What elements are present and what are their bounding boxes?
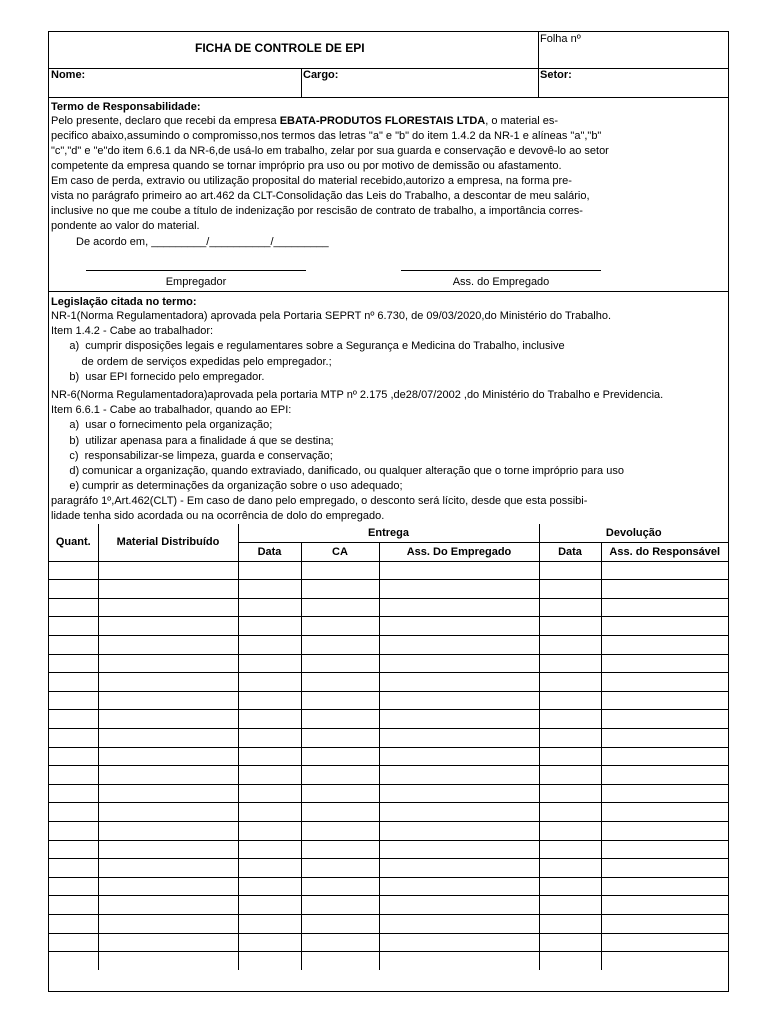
table-cell[interactable] <box>98 933 238 952</box>
table-cell[interactable] <box>238 710 301 729</box>
table-cell[interactable] <box>601 784 728 803</box>
table-cell[interactable] <box>49 766 98 785</box>
table-cell[interactable] <box>379 784 539 803</box>
table-cell[interactable] <box>49 710 98 729</box>
table-cell[interactable] <box>539 673 601 692</box>
table-cell[interactable] <box>601 859 728 878</box>
table-cell[interactable] <box>238 933 301 952</box>
table-cell[interactable] <box>238 766 301 785</box>
table-cell[interactable] <box>379 617 539 636</box>
table-cell[interactable] <box>238 598 301 617</box>
col-ca: CA <box>301 543 379 562</box>
table-cell[interactable] <box>539 859 601 878</box>
divider <box>301 68 302 97</box>
cargo-label: Cargo: <box>303 69 339 81</box>
table-cell[interactable] <box>379 933 539 952</box>
table-cell[interactable] <box>301 952 379 971</box>
table-cell[interactable] <box>601 617 728 636</box>
legislacao-line: b) usar EPI fornecido pelo empregador. <box>51 370 265 383</box>
table-cell[interactable] <box>601 598 728 617</box>
table-cell[interactable] <box>301 803 379 822</box>
table-cell[interactable] <box>98 877 238 896</box>
table-cell[interactable] <box>601 803 728 822</box>
table-cell[interactable] <box>379 840 539 859</box>
table-cell[interactable] <box>379 803 539 822</box>
table-row <box>49 859 728 878</box>
table-cell[interactable] <box>49 747 98 766</box>
table-cell[interactable] <box>539 747 601 766</box>
table-cell[interactable] <box>301 822 379 841</box>
table-cell[interactable] <box>49 580 98 599</box>
table-cell[interactable] <box>49 877 98 896</box>
table-cell[interactable] <box>601 710 728 729</box>
divider <box>538 32 539 97</box>
table-row <box>49 673 728 692</box>
table-row <box>49 654 728 673</box>
table-cell[interactable] <box>539 840 601 859</box>
table-cell[interactable] <box>49 691 98 710</box>
table-cell[interactable] <box>601 952 728 971</box>
table-cell[interactable] <box>601 914 728 933</box>
table-cell[interactable] <box>539 561 601 580</box>
empregador-signature-line <box>86 270 306 271</box>
table-cell[interactable] <box>539 914 601 933</box>
table-cell[interactable] <box>539 636 601 655</box>
legislacao-line: Item 1.4.2 - Cabe ao trabalhador: <box>51 325 214 338</box>
empregado-signature-line <box>401 270 601 271</box>
table-cell[interactable] <box>98 840 238 859</box>
table-cell[interactable] <box>539 784 601 803</box>
table-cell[interactable] <box>98 691 238 710</box>
table-cell[interactable] <box>379 952 539 971</box>
table-cell[interactable] <box>49 859 98 878</box>
termo-heading: Termo de Responsabilidade: <box>51 101 201 113</box>
termo-line: pondente ao valor do material. <box>51 220 200 232</box>
col-data-devolucao: Data <box>539 543 601 562</box>
termo-line: Em caso de perda, extravio ou utilização proposital do material recebido,autorizo a empresa, na forma pre- <box>51 175 572 187</box>
table-cell[interactable] <box>301 859 379 878</box>
table-row <box>49 952 728 971</box>
table-cell[interactable] <box>301 561 379 580</box>
table-cell[interactable] <box>379 859 539 878</box>
termo-line: competente da empresa quando se tornar impróprio pra uso ou por motivo de demissão ou afastamento. <box>51 160 562 172</box>
table-cell[interactable] <box>49 784 98 803</box>
table-row <box>49 877 728 896</box>
col-quant: Quant. <box>49 524 98 561</box>
table-cell[interactable] <box>379 598 539 617</box>
table-cell[interactable] <box>539 654 601 673</box>
company-name: EBATA-PRODUTOS FLORESTAIS LTDA <box>279 115 486 127</box>
table-cell[interactable] <box>539 803 601 822</box>
table-cell[interactable] <box>379 729 539 748</box>
table-cell[interactable] <box>379 654 539 673</box>
table-cell[interactable] <box>238 691 301 710</box>
nome-label: Nome: <box>51 69 86 81</box>
table-cell[interactable] <box>49 914 98 933</box>
table-cell[interactable] <box>601 877 728 896</box>
form-title: FICHA DE CONTROLE DE EPI <box>195 41 365 55</box>
table-cell[interactable] <box>539 877 601 896</box>
table-cell[interactable] <box>301 914 379 933</box>
table-cell[interactable] <box>301 766 379 785</box>
legislacao-line: a) cumprir disposições legais e regulamentares sobre a Segurança e Medicina do Trabalho, inclusive <box>51 340 565 353</box>
table-cell[interactable] <box>49 952 98 971</box>
table-cell[interactable] <box>379 673 539 692</box>
legislacao-line: c) responsabilizar-se limpeza, guarda e conservação; <box>51 449 333 462</box>
table-cell[interactable] <box>539 822 601 841</box>
table-cell[interactable] <box>98 859 238 878</box>
table-cell[interactable] <box>601 933 728 952</box>
table-cell[interactable] <box>238 914 301 933</box>
table-cell[interactable] <box>238 561 301 580</box>
table-cell[interactable] <box>98 766 238 785</box>
table-cell[interactable] <box>49 896 98 915</box>
table-cell[interactable] <box>98 747 238 766</box>
table-row <box>49 580 728 599</box>
table-row <box>49 933 728 952</box>
table-row <box>49 822 728 841</box>
table-cell[interactable] <box>238 859 301 878</box>
empregador-label: Empregador <box>165 276 227 288</box>
table-cell[interactable] <box>379 561 539 580</box>
table-cell[interactable] <box>98 654 238 673</box>
table-cell[interactable] <box>379 914 539 933</box>
table-row <box>49 691 728 710</box>
table-cell[interactable] <box>379 580 539 599</box>
table-cell[interactable] <box>379 877 539 896</box>
legislacao-nr6 <box>51 388 663 494</box>
table-cell[interactable] <box>379 822 539 841</box>
legislacao-clt <box>51 494 587 524</box>
table-cell[interactable] <box>539 766 601 785</box>
table-cell[interactable] <box>49 822 98 841</box>
table-cell[interactable] <box>301 840 379 859</box>
divider <box>49 291 728 292</box>
table-cell[interactable] <box>238 803 301 822</box>
table-cell[interactable] <box>98 896 238 915</box>
table-cell[interactable] <box>238 840 301 859</box>
table-cell[interactable] <box>98 822 238 841</box>
table-cell[interactable] <box>98 636 238 655</box>
termo-line: inclusive no que me coube a título de indenização por rescisão de contrato de trabalho, a importância corres- <box>51 205 583 217</box>
table-cell[interactable] <box>379 896 539 915</box>
table-cell[interactable] <box>301 710 379 729</box>
table-row <box>49 914 728 933</box>
table-cell[interactable] <box>601 561 728 580</box>
epi-table <box>49 524 728 970</box>
table-cell[interactable] <box>238 580 301 599</box>
table-cell[interactable] <box>539 952 601 971</box>
legislacao-line: de ordem de serviços expedidas pelo empregador.; <box>51 355 332 368</box>
table-cell[interactable] <box>238 636 301 655</box>
table-cell[interactable] <box>49 933 98 952</box>
table-cell[interactable] <box>539 710 601 729</box>
table-row <box>49 747 728 766</box>
table-cell[interactable] <box>98 729 238 748</box>
table-cell[interactable] <box>49 561 98 580</box>
divider <box>49 97 728 98</box>
table-row <box>49 617 728 636</box>
table-cell[interactable] <box>238 784 301 803</box>
table-cell[interactable] <box>301 729 379 748</box>
legislacao-line: d) comunicar a organização, quando extraviado, danificado, ou qualquer alteração que o torne impróprio para uso <box>51 465 624 478</box>
table-cell[interactable] <box>301 598 379 617</box>
table-cell[interactable] <box>301 654 379 673</box>
table-cell[interactable] <box>601 766 728 785</box>
table-cell[interactable] <box>301 747 379 766</box>
table-cell[interactable] <box>98 784 238 803</box>
legislacao-line: NR-1(Norma Regulamentadora) aprovada pela Portaria SEPRT nº 6.730, de 09/03/2020,do Ministério do Trabalho. <box>51 310 612 322</box>
setor-label: Setor: <box>540 69 572 81</box>
table-row <box>49 766 728 785</box>
table-cell[interactable] <box>539 691 601 710</box>
table-cell[interactable] <box>238 822 301 841</box>
table-cell[interactable] <box>49 654 98 673</box>
table-cell[interactable] <box>98 561 238 580</box>
table-cell[interactable] <box>601 747 728 766</box>
termo-line: Pelo presente, declaro que recebi da empresa EBATA-PRODUTOS FLORESTAIS LTDA, o material es- <box>51 115 558 127</box>
acordo-date: De acordo em, _________/__________/_________ <box>76 236 329 248</box>
table-cell[interactable] <box>601 691 728 710</box>
col-group-entrega: Entrega <box>238 524 539 543</box>
table-cell[interactable] <box>238 729 301 748</box>
table-row <box>49 840 728 859</box>
table-cell[interactable] <box>601 580 728 599</box>
table-cell[interactable] <box>301 636 379 655</box>
table-cell[interactable] <box>301 896 379 915</box>
table-cell[interactable] <box>301 673 379 692</box>
empregado-label: Ass. do Empregado <box>452 276 550 288</box>
termo-line: vista no parágrafo primeiro ao art.462 da CLT-Consolidação das Leis do Trabalho, a descontar de meu salário, <box>51 190 590 202</box>
table-cell[interactable] <box>98 914 238 933</box>
table-cell[interactable] <box>98 580 238 599</box>
legislacao-line: e) cumprir as determinações da organização sobre o uso adequado; <box>51 480 403 493</box>
legislacao-line: NR-6(Norma Regulamentadora)aprovada pela portaria MTP nº 2.175 ,de28/07/2002 ,do Ministério do Trabalho e Previdencia. <box>51 389 664 401</box>
table-cell[interactable] <box>238 896 301 915</box>
table-cell[interactable] <box>49 673 98 692</box>
table-cell[interactable] <box>601 673 728 692</box>
table-row <box>49 896 728 915</box>
legislacao-line: Item 6.6.1 - Cabe ao trabalhador, quando ao EPI: <box>51 404 292 417</box>
table-cell[interactable] <box>301 580 379 599</box>
table-cell[interactable] <box>301 617 379 636</box>
table-cell[interactable] <box>98 673 238 692</box>
divider <box>49 68 728 69</box>
table-cell[interactable] <box>301 691 379 710</box>
table-cell[interactable] <box>49 729 98 748</box>
table-cell[interactable] <box>301 877 379 896</box>
table-cell[interactable] <box>539 617 601 636</box>
table-cell[interactable] <box>98 598 238 617</box>
table-cell[interactable] <box>238 673 301 692</box>
table-cell[interactable] <box>238 747 301 766</box>
table-cell[interactable] <box>49 636 98 655</box>
table-cell[interactable] <box>601 822 728 841</box>
termo-line: pecifico abaixo,assumindo o compromisso,nos termos das letras "a" e "b" do item 1.4.2 da NR-1 e alíneas "a","b" <box>51 130 602 142</box>
table-cell[interactable] <box>601 636 728 655</box>
col-group-devolucao: Devolução <box>539 524 728 543</box>
legislacao-nr1 <box>51 309 611 385</box>
table-cell[interactable] <box>379 766 539 785</box>
table-cell[interactable] <box>98 617 238 636</box>
table-row <box>49 784 728 803</box>
table-cell[interactable] <box>301 933 379 952</box>
col-data: Data <box>238 543 301 562</box>
col-ass-empregado: Ass. Do Empregado <box>379 543 539 562</box>
table-cell[interactable] <box>98 710 238 729</box>
table-row <box>49 803 728 822</box>
table-cell[interactable] <box>238 654 301 673</box>
table-row <box>49 561 728 580</box>
table-cell[interactable] <box>379 636 539 655</box>
legislacao-line: a) usar o fornecimento pela organização; <box>51 419 273 432</box>
table-cell[interactable] <box>238 877 301 896</box>
table-cell[interactable] <box>238 617 301 636</box>
table-row <box>49 710 728 729</box>
table-cell[interactable] <box>601 840 728 859</box>
table-cell[interactable] <box>49 598 98 617</box>
table-cell[interactable] <box>539 598 601 617</box>
table-cell[interactable] <box>601 654 728 673</box>
table-cell[interactable] <box>238 952 301 971</box>
table-cell[interactable] <box>49 840 98 859</box>
legislacao-line: paragráfo 1º,Art.462(CLT) - Em caso de dano pelo empregado, o desconto será lícito, desde que esta possibi- <box>51 495 588 507</box>
table-cell[interactable] <box>379 710 539 729</box>
table-cell[interactable] <box>49 617 98 636</box>
legislacao-line: b) utilizar apenasa para a finalidade á que se destina; <box>51 434 334 447</box>
table-cell[interactable] <box>379 691 539 710</box>
table-cell[interactable] <box>98 952 238 971</box>
table-cell[interactable] <box>539 896 601 915</box>
table-cell[interactable] <box>601 896 728 915</box>
table-cell[interactable] <box>49 803 98 822</box>
table-cell[interactable] <box>98 803 238 822</box>
table-cell[interactable] <box>539 933 601 952</box>
col-ass-responsavel: Ass. do Responsável <box>601 543 728 562</box>
table-row <box>49 636 728 655</box>
legislacao-line: lidade tenha sido acordada ou na ocorrência de dolo do empregado. <box>51 510 385 523</box>
table-row <box>49 729 728 748</box>
epi-form <box>48 31 729 992</box>
termo-line: "c","d" e "e"do item 6.6.1 da NR-6,de usá-lo em trabalho, zelar por sua guarda e conservação e devovê-lo ao setor <box>51 145 609 157</box>
col-material: Material Distribuído <box>98 524 238 561</box>
folha-label: Folha nº <box>540 33 581 45</box>
table-cell[interactable] <box>539 580 601 599</box>
table-row <box>49 598 728 617</box>
table-cell[interactable] <box>301 784 379 803</box>
table-cell[interactable] <box>539 729 601 748</box>
table-cell[interactable] <box>379 747 539 766</box>
table-cell[interactable] <box>601 729 728 748</box>
legislacao-heading: Legislação citada no termo: <box>51 296 197 308</box>
